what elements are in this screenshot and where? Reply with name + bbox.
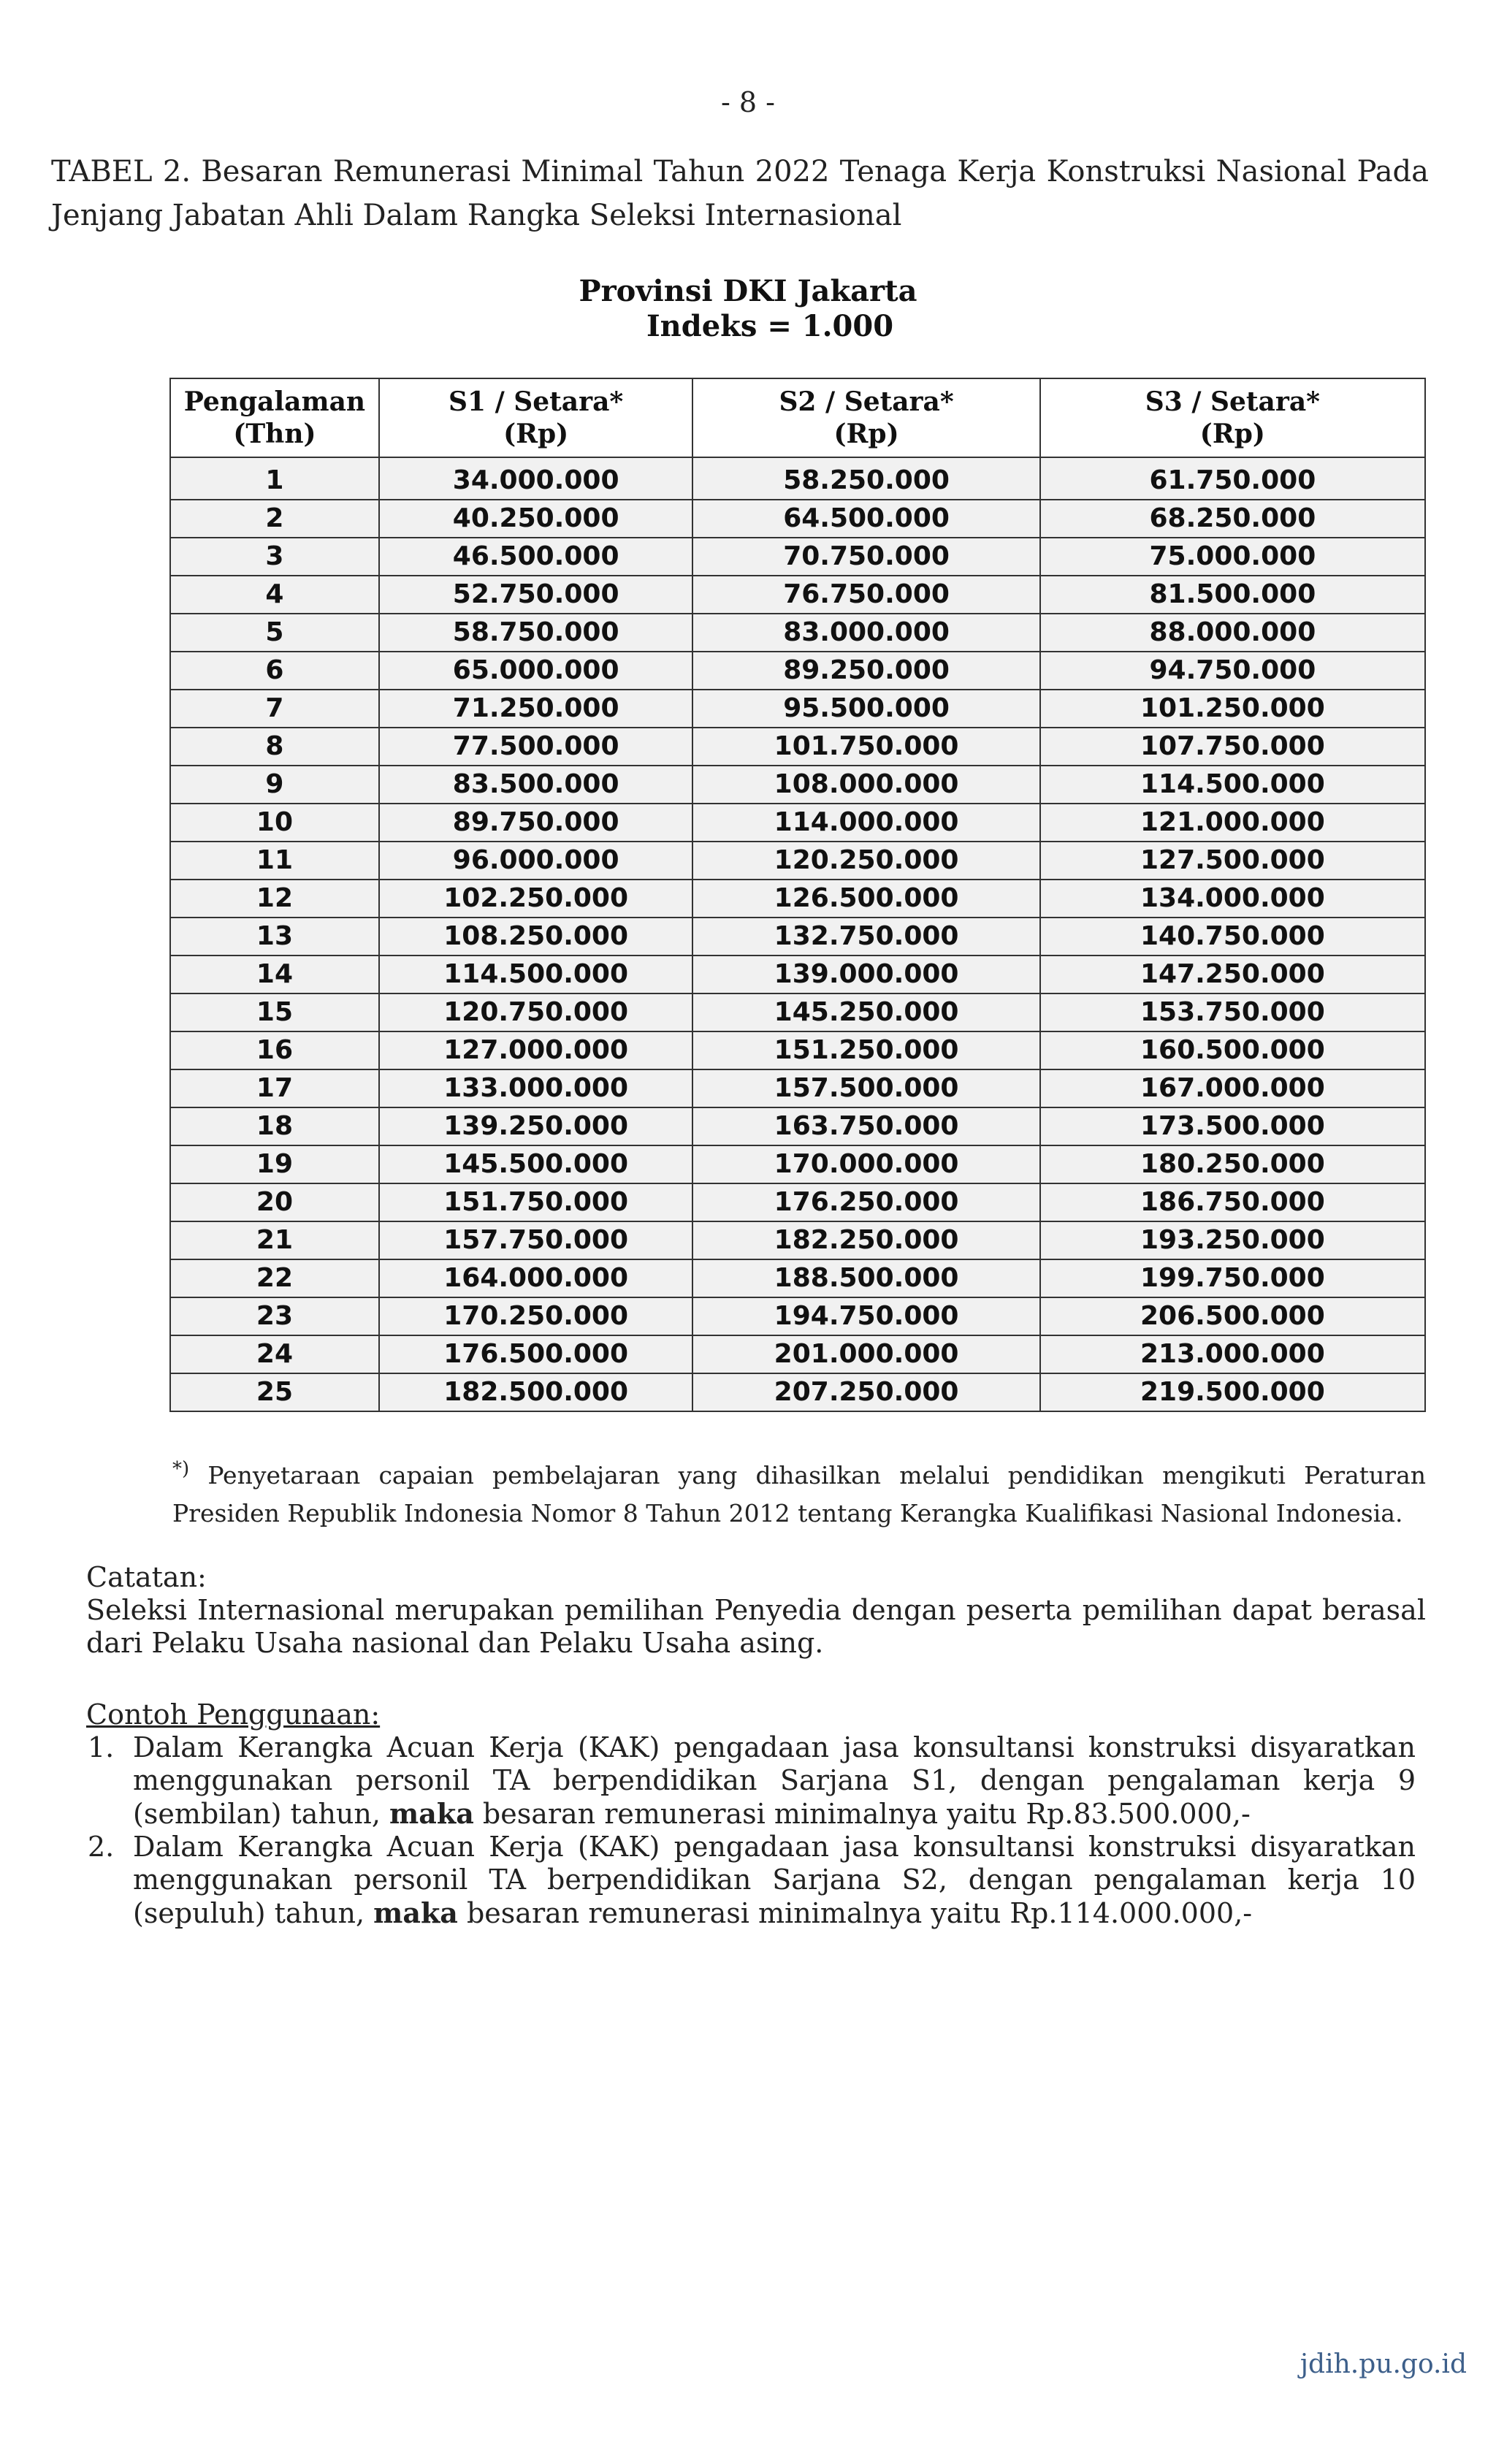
header-s1-line1: S1 / Setara* [449,386,624,417]
cell-s3: 199.750.000 [1040,1259,1425,1297]
cell-experience: 8 [170,728,379,766]
cell-experience: 19 [170,1145,379,1183]
cell-s1: 77.500.000 [379,728,693,766]
cell-s2: 120.250.000 [692,842,1039,880]
cell-experience: 3 [170,538,379,576]
usage-item-number: 1. [88,1731,115,1763]
table-row [170,652,1425,690]
usage-item [86,1831,1416,1930]
cell-s3: 94.750.000 [1040,652,1425,690]
cell-s2: 139.000.000 [692,956,1039,993]
cell-s2: 188.500.000 [692,1259,1039,1297]
cell-s1: 139.250.000 [379,1107,693,1145]
cell-s3: 167.000.000 [1040,1069,1425,1107]
table-body [170,457,1425,1411]
table-row [170,880,1425,918]
cell-s1: 65.000.000 [379,652,693,690]
cell-s3: 180.250.000 [1040,1145,1425,1183]
cell-experience: 15 [170,993,379,1031]
cell-s1: 52.750.000 [379,576,693,614]
cell-s2: 76.750.000 [692,576,1039,614]
cell-experience: 16 [170,1031,379,1069]
table-row [170,690,1425,728]
cell-s2: 157.500.000 [692,1069,1039,1107]
cell-s3: 88.000.000 [1040,614,1425,652]
cell-s1: 145.500.000 [379,1145,693,1183]
cell-experience: 6 [170,652,379,690]
table-row [170,993,1425,1031]
table-row [170,576,1425,614]
cell-s2: 83.000.000 [692,614,1039,652]
cell-experience: 10 [170,804,379,842]
cell-s1: 96.000.000 [379,842,693,880]
usage-list [86,1731,1416,1930]
cell-s1: 176.500.000 [379,1335,693,1373]
header-s2-line2: (Rp) [833,419,899,449]
table-row [170,1259,1425,1297]
table-row [170,457,1425,500]
cell-s2: 176.250.000 [692,1183,1039,1221]
cell-s3: 173.500.000 [1040,1107,1425,1145]
footnote-line2: Presiden Republik Indonesia Nomor 8 Tahun 2012 tentang Kerangka Kualifikasi Nasional Indonesia. [172,1499,1403,1527]
footer-site-link[interactable]: jdih.pu.go.id [1300,2349,1467,2379]
table-subtitle [0,274,1496,344]
cell-s3: 219.500.000 [1040,1373,1425,1411]
footnote [172,1450,1426,1533]
cell-s1: 151.750.000 [379,1183,693,1221]
table-row [170,1297,1425,1335]
cell-s3: 81.500.000 [1040,576,1425,614]
header-experience-line2: (Thn) [233,419,316,449]
cell-s3: 206.500.000 [1040,1297,1425,1335]
cell-experience: 2 [170,500,379,538]
cell-experience: 23 [170,1297,379,1335]
cell-experience: 20 [170,1183,379,1221]
usage-item-number: 2. [88,1831,115,1863]
cell-experience: 21 [170,1221,379,1259]
cell-s3: 213.000.000 [1040,1335,1425,1373]
table-row [170,614,1425,652]
table-row [170,842,1425,880]
table-row [170,918,1425,956]
cell-s2: 163.750.000 [692,1107,1039,1145]
header-experience-line1: Pengalaman [183,386,366,417]
usage-item-text: Dalam Kerangka Acuan Kerja (KAK) pengadaan jasa konsultansi konstruksi disyaratkan menggunakan personil TA berpendidikan Sarjana S2, dengan pengalaman kerja 10 (sepuluh) tahun, [133,1831,1416,1929]
cell-s1: 120.750.000 [379,993,693,1031]
province-title: Provinsi DKI Jakarta [579,274,917,308]
index-label: Indeks = 1.000 [646,309,894,343]
cell-s1: 46.500.000 [379,538,693,576]
notes-body: Seleksi Internasional merupakan pemilihan Penyedia dengan peserta pemilihan dapat berasal dari Pelaku Usaha nasional dan Pelaku Usaha asing. [86,1594,1426,1659]
cell-s1: 114.500.000 [379,956,693,993]
cell-s3: 193.250.000 [1040,1221,1425,1259]
header-s2-line1: S2 / Setara* [779,386,954,417]
cell-s1: 83.500.000 [379,766,693,804]
table-row [170,1221,1425,1259]
cell-experience: 12 [170,880,379,918]
cell-experience: 13 [170,918,379,956]
cell-s3: 68.250.000 [1040,500,1425,538]
cell-s1: 34.000.000 [379,457,693,500]
table-row [170,766,1425,804]
header-s3-line1: S3 / Setara* [1145,386,1320,417]
cell-s2: 114.000.000 [692,804,1039,842]
cell-s3: 186.750.000 [1040,1183,1425,1221]
table-row [170,1335,1425,1373]
cell-s2: 58.250.000 [692,457,1039,500]
cell-s1: 108.250.000 [379,918,693,956]
cell-s1: 182.500.000 [379,1373,693,1411]
cell-s3: 121.000.000 [1040,804,1425,842]
table-header-row [170,378,1425,457]
table-row [170,1031,1425,1069]
usage-item-bold: maka [389,1797,474,1830]
cell-s2: 145.250.000 [692,993,1039,1031]
footnote-marker: *) [172,1458,190,1480]
cell-experience: 5 [170,614,379,652]
cell-s2: 207.250.000 [692,1373,1039,1411]
remuneration-table [169,378,1426,1412]
cell-s1: 170.250.000 [379,1297,693,1335]
cell-experience: 1 [170,457,379,500]
table-row [170,1069,1425,1107]
usage-item-text-end: besaran remunerasi minimalnya yaitu Rp.83.500.000,- [473,1798,1251,1830]
footnote-line1 [172,1450,1426,1495]
cell-s3: 147.250.000 [1040,956,1425,993]
table-row [170,956,1425,993]
cell-s2: 182.250.000 [692,1221,1039,1259]
cell-s1: 164.000.000 [379,1259,693,1297]
cell-s2: 95.500.000 [692,690,1039,728]
usage-item-text-end: besaran remunerasi minimalnya yaitu Rp.114.000.000,- [457,1897,1253,1929]
table-row [170,538,1425,576]
table-row [170,728,1425,766]
cell-s2: 194.750.000 [692,1297,1039,1335]
usage-section [86,1698,1416,1930]
cell-s1: 127.000.000 [379,1031,693,1069]
cell-experience: 4 [170,576,379,614]
cell-s1: 89.750.000 [379,804,693,842]
cell-s3: 107.750.000 [1040,728,1425,766]
cell-s3: 101.250.000 [1040,690,1425,728]
cell-s3: 127.500.000 [1040,842,1425,880]
cell-experience: 25 [170,1373,379,1411]
cell-s2: 89.250.000 [692,652,1039,690]
cell-s1: 71.250.000 [379,690,693,728]
cell-experience: 22 [170,1259,379,1297]
cell-s3: 160.500.000 [1040,1031,1425,1069]
cell-s2: 70.750.000 [692,538,1039,576]
table-row [170,1373,1425,1411]
cell-experience: 11 [170,842,379,880]
table-row [170,1183,1425,1221]
cell-experience: 18 [170,1107,379,1145]
page-number: - 8 - [720,86,775,118]
table-row [170,804,1425,842]
cell-s3: 61.750.000 [1040,457,1425,500]
cell-s1: 40.250.000 [379,500,693,538]
cell-experience: 14 [170,956,379,993]
usage-item [86,1731,1416,1831]
table-row [170,500,1425,538]
header-s3 [1040,378,1425,457]
usage-item-bold: maka [373,1896,458,1929]
cell-s2: 64.500.000 [692,500,1039,538]
header-s2 [692,378,1039,457]
table-row [170,1145,1425,1183]
table-row [170,1107,1425,1145]
cell-experience: 17 [170,1069,379,1107]
header-experience [170,378,379,457]
cell-s3: 153.750.000 [1040,993,1425,1031]
cell-s1: 102.250.000 [379,880,693,918]
cell-s3: 75.000.000 [1040,538,1425,576]
cell-s2: 101.750.000 [692,728,1039,766]
header-s1 [379,378,693,457]
cell-s3: 134.000.000 [1040,880,1425,918]
cell-experience: 9 [170,766,379,804]
notes-title: Catatan: [86,1561,207,1593]
footnote-line1-text: Penyetaraan capaian pembelajaran yang dihasilkan melalui pendidikan mengikuti Peraturan [207,1461,1426,1490]
cell-s3: 114.500.000 [1040,766,1425,804]
header-s3-line2: (Rp) [1199,419,1265,449]
cell-experience: 24 [170,1335,379,1373]
cell-experience: 7 [170,690,379,728]
notes-section [86,1561,1426,1660]
cell-s2: 126.500.000 [692,880,1039,918]
cell-s2: 170.000.000 [692,1145,1039,1183]
usage-title: Contoh Penggunaan: [86,1698,381,1731]
cell-s2: 132.750.000 [692,918,1039,956]
usage-item-text: Dalam Kerangka Acuan Kerja (KAK) pengadaan jasa konsultansi konstruksi disyaratkan menggunakan personil TA berpendidikan Sarjana S1, dengan pengalaman kerja 9 (sembilan) tahun, [133,1731,1416,1830]
cell-s2: 151.250.000 [692,1031,1039,1069]
cell-s2: 201.000.000 [692,1335,1039,1373]
cell-s1: 58.750.000 [379,614,693,652]
cell-s2: 108.000.000 [692,766,1039,804]
table-caption: TABEL 2. Besaran Remunerasi Minimal Tahun 2022 Tenaga Kerja Konstruksi Nasional Pada Jenjang Jabatan Ahli Dalam Rangka Seleksi Internasional [51,155,1429,232]
cell-s1: 133.000.000 [379,1069,693,1107]
cell-s1: 157.750.000 [379,1221,693,1259]
cell-s3: 140.750.000 [1040,918,1425,956]
header-s1-line2: (Rp) [503,419,569,449]
